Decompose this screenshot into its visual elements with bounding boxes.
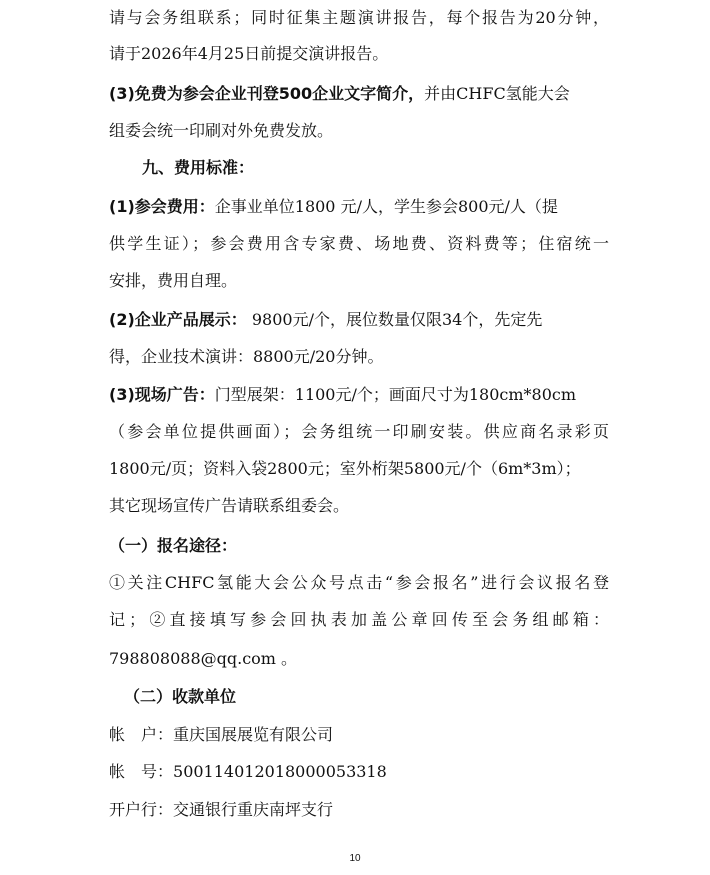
section-heading: 九、费用标准： bbox=[142, 158, 255, 177]
paragraph-line: 供学生证）；参会费用含专家费、场地费、资料费等；住宿统一 bbox=[109, 234, 609, 253]
page-number: 10 bbox=[349, 853, 361, 864]
account-name-value: 重庆国展展览有限公司 bbox=[173, 725, 334, 744]
paragraph-line: 请于2026年4月25日前提交演讲报告。 bbox=[109, 44, 389, 63]
paragraph-line: 安排，费用自理。 bbox=[109, 271, 238, 290]
paragraph-line bbox=[109, 83, 609, 105]
paragraph-line: 得，企业技术演讲：8800元/20分钟。 bbox=[109, 347, 384, 366]
bank-row bbox=[109, 799, 609, 821]
bank-value: 交通银行重庆南坪支行 bbox=[173, 800, 334, 819]
paragraph-line: 记；②直接填写参会回执表加盖公章回传至会务组邮箱： bbox=[109, 610, 609, 629]
paragraph-line bbox=[109, 196, 609, 218]
paragraph-line: 其它现场宣传广告请联系组委会。 bbox=[109, 496, 350, 515]
account-name-label: 帐 户： bbox=[109, 725, 174, 744]
section-heading: （二）收款单位 bbox=[124, 687, 237, 706]
paragraph-line bbox=[109, 309, 609, 331]
paragraph-line: （参会单位提供画面）；会务组统一印刷安装。供应商名录彩页 bbox=[109, 422, 609, 441]
email-address: 798808088@qq.com 。 bbox=[109, 649, 298, 668]
paragraph-line: ①关注CHFC氢能大会公众号点击“参会报名”进行会议报名登 bbox=[109, 573, 609, 592]
account-number-label: 帐 号： bbox=[109, 762, 174, 781]
paragraph-text: 并由CHFC氢能大会 bbox=[424, 84, 570, 103]
section-heading: （一）报名途径： bbox=[109, 536, 238, 555]
paragraph-text: 门型展架：1100元/个；画面尺寸为180cm*80cm bbox=[214, 385, 577, 404]
bold-lead: (3)现场广告： bbox=[109, 385, 215, 404]
paragraph-line: 组委会统一印刷对外免费发放。 bbox=[109, 121, 334, 140]
bold-lead: (3)免费为参会企业刊登500企业文字简介， bbox=[109, 84, 425, 103]
paragraph-line: 1800元/页；资料入袋2800元；室外桁架5800元/个（6m*3m）； bbox=[109, 459, 581, 478]
bank-label: 开户行： bbox=[109, 800, 174, 819]
account-name-row bbox=[109, 724, 609, 746]
paragraph-line bbox=[109, 384, 609, 406]
account-number-row bbox=[109, 761, 609, 783]
account-number-value: 500114012018000053318 bbox=[173, 762, 387, 781]
paragraph-text: 9800元/个，展位数量仅限34个，先定先 bbox=[246, 310, 543, 329]
bold-lead: (2)企业产品展示： bbox=[109, 310, 247, 329]
bold-lead: (1)参会费用： bbox=[109, 197, 215, 216]
paragraph-line: 请与会务组联系；同时征集主题演讲报告，每个报告为20分钟， bbox=[109, 8, 609, 27]
paragraph-text: 企事业单位1800 元/人，学生参会800元/人（提 bbox=[214, 197, 558, 216]
